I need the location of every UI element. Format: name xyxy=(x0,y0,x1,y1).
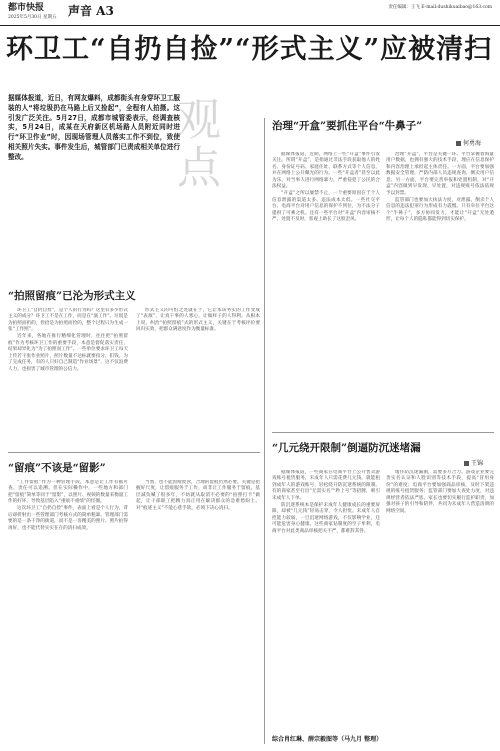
article-2-column-2 xyxy=(136,480,260,728)
article-3-author-name: 何勇海 xyxy=(463,140,482,147)
divider xyxy=(272,432,494,433)
divider xyxy=(8,452,260,453)
article-3-column-1 xyxy=(272,152,380,430)
article-4-author-name: 王锦 xyxy=(471,460,484,467)
section-watermark: 观点 xyxy=(169,96,220,192)
main-headline: 环卫工“自扔自捡”“形式主义”应被清扫 xyxy=(6,34,493,65)
article-2-paragraph: 当然，也不能因噎废食，合理的留痕仍然必要。关键是把握好尺度，让留痕服务于工作，而非让工作服务于留痕。基层减负喊了很多年，不妨就从取消不必要的“拍照打卡”做起，让干部职工把精力真正用在解决群众的急难愁盼上。对“痕迹主义”不能心慈手软，必须下决心清扫。 xyxy=(136,480,260,511)
article-1-paragraph: 环卫工“自扔自捡”，是个人的行为吗？这里有多少形式主义的成分？环卫工不是在工作，而是在“演工作”。垃圾是为拍照而扔的，捡拾是为拍照而捡的，整个过程只为生成一张“工作照”。 xyxy=(8,308,128,333)
lead-paragraph: 据媒体报道，近日，有网友爆料，成都街头有身穿环卫工服装的人“将垃圾扔在马路上后又捡起”，全程有人拍摄。这引发广泛关注。5月27日，成都市城管委表示，经调查核实，5月24日，成某在天府新区机场路人员附近同时进行“环卫作业”时，因现场管理人员落实工作不到位，致使相关照片失实。事件发生后，城管部门已责成相关单位进行整改。 xyxy=(8,94,180,161)
article-3-author xyxy=(456,138,481,147)
article-4-author xyxy=(464,458,483,467)
article-2-paragraph: 这次环卫工“自扔自捡”事件，表面上看是个人行为，背后却折射出一些管理部门考核方式的简单粗暴。管理部门需要的是一条干净的街道，而不是一沓精美的照片。照片拍得再好，也不能代替实实在在的清扫成效。 xyxy=(8,506,128,531)
article-4-paragraph: 据媒体报道，一些商家在电商平台上公开售卖游戏账号租赁服务，未成年人只需花费几元钱，就能租到成年人的游戏账号，轻松绕开防沉迷系统的限制。有的商家甚至打出“无需实名”“秒上号”等招牌，吸引未成年人下单。 xyxy=(272,470,380,501)
article-1-column-1 xyxy=(8,308,128,448)
article-4-column-2 xyxy=(386,470,494,742)
article-4-column-1 xyxy=(272,470,383,743)
author-marker-icon xyxy=(464,461,469,466)
article-2-title: “留痕”不该是“留影” xyxy=(8,462,106,474)
article-1-title: “拍照留痕”已沦为形式主义 xyxy=(8,290,136,302)
article-4-paragraph: 堵住防沉迷漏洞，需要多方合力。游戏企业要完善实名认证和人脸识别等技术手段，提高“冒用身份”的难度；电商平台要加强商品审核，及时下架违规的账号租赁服务；监管部门要加大查处力度，对违规经营者依法严惩。家长也要切实履行监护职责，加强对孩子的引导和陪伴，共同为未成年人营造清朗的网络空间。 xyxy=(386,470,494,514)
article-4-title: “几元绕开限制”倒逼防沉迷堵漏 xyxy=(272,442,421,454)
article-1-column-2 xyxy=(136,308,260,448)
author-marker-icon xyxy=(456,141,461,146)
article-3-paragraph: 据媒体报道，近期，网络上一些“开盒”事件引发关注。所谓“开盒”，是指通过非法手段获取他人的姓名、身份证号码、家庭住址、联系方式等个人信息，并在网络上公开曝光的行为。一些“开盒者”甚至以此为乐，对当事人进行网络暴力，严重侵犯了公民的合法权益。 xyxy=(272,152,380,190)
compilation-byline: 综合肖红琳、薛宗毅图等（马九月 整理） xyxy=(272,736,383,743)
editor-info: 责任编辑：王飞 E-mail:dushikuaibao@163.com xyxy=(388,5,492,10)
article-3-paragraph: 监管部门也要加大执法力度，对泄露、倒卖个人信息的违法犯罪行为形成有力震慑。只有牵住平台这个“牛鼻子”，多方协同发力，才能让“开盒”无处遁形，让每个人的隐私都能得到切实保护。 xyxy=(386,197,494,223)
page-header xyxy=(0,0,500,26)
article-4-paragraph: 防沉迷系统本是保护未成年人健康成长的重要屏障，却被“几元钱”轻易击穿，令人担忧。未成年人自控能力较弱，一旦沉迷网络游戏，不仅影响学业，还可能危害身心健康。这些商家钻制度的空子牟利，电商平台对此类商品审核把关不严，都难辞其咎。 xyxy=(272,502,380,534)
article-3-title: 治理“开盒”要抓住平台“牛鼻子” xyxy=(272,120,423,132)
article-2-column-1 xyxy=(8,480,128,728)
section-title: 声音 A3 xyxy=(68,4,114,18)
column-divider xyxy=(264,118,265,744)
article-3-column-2 xyxy=(386,152,494,430)
article-3-paragraph: 治理“开盒”，平台是关键一环。平台掌握着海量用户数据，也拥有强大的技术手段，理应在信息保护和内容治理上承担起主体责任。一方面，平台要加强数据安全管理，严防内部人员违规查询、倒卖用户信息；另一方面，平台要完善举报和处置机制，对“开盒”内容做到早发现、早处置，对违规账号依法依规予以封禁。 xyxy=(386,152,494,196)
article-1-paragraph: 形式主义的可怕之处就在于，它让本该务实的工作变成了“表演”，让真干事的人寒心，让做样子的人得利。从根本上说，纠治“拍照留痕”式的形式主义，关键在于考核评价要回归实效，把群众满意度作为衡量标准。 xyxy=(136,308,260,333)
issue-date: 2025年5月30日 星期五 xyxy=(8,15,57,20)
article-1-paragraph: 近年来，各地在推行精细化管理时，往往把“拍照留痕”作为考核环卫工作的重要手段，本意是督促落实责任，结果却异化为“为了拍照而工作”。一些单位要求环卫工每天上传若干张作业照片，照片数量不达标就要扣分、扣钱。为了完成任务，有的人只好自己制造“作业场景”，这不仅浪费人力，也损害了城市管理的公信力。 xyxy=(8,334,128,372)
article-2-paragraph: “工作留痕”作为一种管理手段，本意是让工作有据可查、责任可以追溯。但在实际操作中，一些地方和部门把“留痕”简单等同于“留影”，以照片、视频的数量来衡量工作的好坏，导致基层陷入“重痕不重绩”的怪圈。 xyxy=(8,480,128,505)
article-3-paragraph: “开盒”之所以屡禁不止，一个重要原因在于个人信息泄露的渠道太多、违法成本太低。一些社交平台、电商平台对用户信息的保护不到位，为不法分子提供了可乘之机。还有一些平台对“开盒”内容审核不严、处置不及时，客观上助长了这股歪风。 xyxy=(272,191,380,223)
newspaper-name: 都市快报 xyxy=(8,3,45,13)
